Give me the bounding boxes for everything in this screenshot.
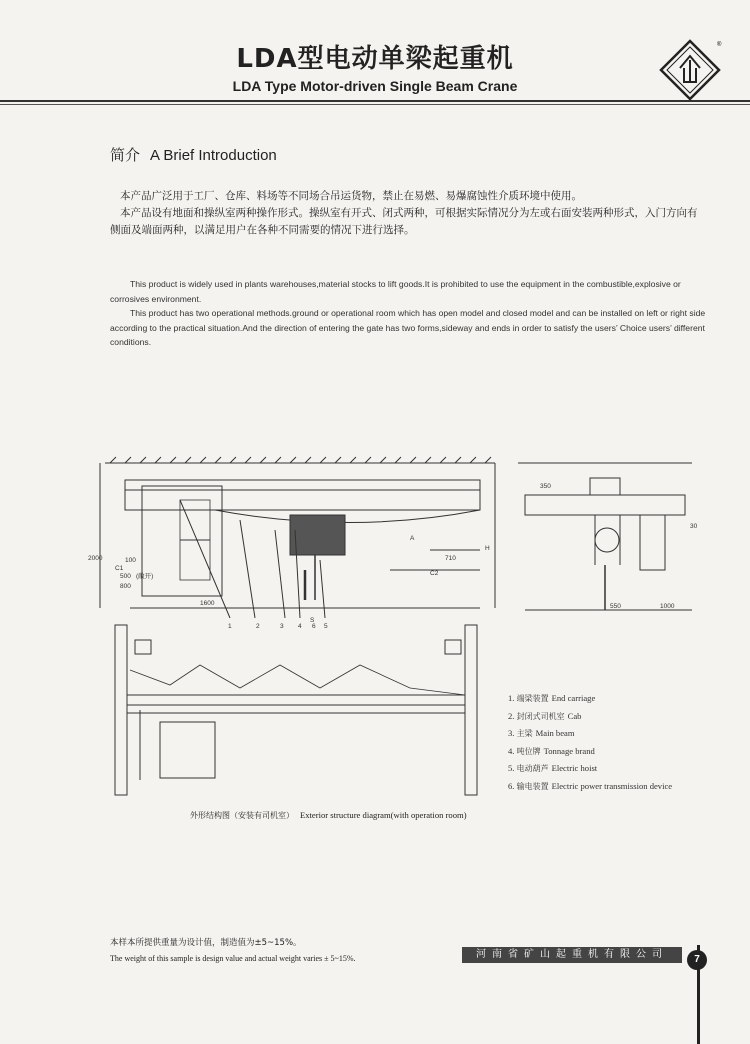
dim-s: S [310, 617, 315, 624]
dim-1000: 1000 [660, 603, 675, 610]
plan-view [115, 625, 477, 795]
part-number-6: 6 [312, 623, 316, 630]
dim-c2: C2 [430, 570, 439, 577]
dim-710: 710 [445, 555, 456, 562]
intro-paragraph-cn-1: 本产品广泛用于工厂、仓库、料场等不同场合吊运货物，禁止在易燃、易爆腐蚀性介质环境中使用。 [120, 190, 582, 202]
part-number-2: 2 [256, 623, 260, 630]
section-heading [110, 144, 277, 165]
legend-item: 4. 吨位牌 Tonnage brand [508, 745, 595, 756]
legend-item: 1. 端梁装置 End carriage [508, 693, 596, 703]
page-number: 7 [687, 950, 707, 970]
dim-30: 30 [690, 523, 698, 530]
legend-item: 6. 输电装置 Electric power transmission device [508, 780, 673, 791]
legend-item: 2. 封闭式司机室 Cab [508, 710, 582, 721]
weight-note-cn: 本样本所提供重量为设计值，制造值为±5~15%。 [110, 938, 302, 948]
intro-paragraph-en-1: This product is widely used in plants warehouses,material stocks to lift goods.It is prohibited to use the equipment in the combustible,explosive or corrosives environment. [110, 279, 681, 304]
side-elevation [100, 463, 495, 618]
section-heading-en: A Brief Introduction [150, 147, 277, 164]
header-rule [0, 100, 750, 102]
part-number-3: 3 [280, 623, 284, 630]
part-number-4: 4 [298, 623, 302, 630]
section-heading-cn: 简介 [110, 146, 141, 164]
diagram-caption: 外形结构图（安装有司机室） Exterior structure diagram(with operation room) [190, 810, 467, 820]
intro-paragraph-en-2: This product has two operational methods.ground or operational room which has open model and closed model and can be installed on left or right side according to the practical situation.And the direction of entering the gate has two forms,sideway and ends in order to satisfy the users’ Choice users’ different conditions. [110, 308, 706, 347]
dim-500: 500 [120, 573, 131, 580]
dim-c1: C1 [115, 565, 124, 572]
part-number-1: 1 [228, 623, 232, 630]
registered-mark: ® [717, 42, 722, 48]
parts-legend [508, 690, 708, 795]
dim-800: 800 [120, 583, 131, 590]
weight-note-en: The weight of this sample is design value and actual weight varies ± 5~15%. [110, 954, 356, 963]
page-title: LDA型电动单梁起重机 [236, 44, 514, 74]
legend-item: 5. 电动葫芦 Electric hoist [508, 763, 598, 773]
dim-350: 350 [540, 483, 551, 490]
dim-cab-note: (敞开) [136, 573, 154, 580]
dim-550: 550 [610, 603, 621, 610]
dim-1600: 1600 [200, 600, 215, 607]
page-subtitle: LDA Type Motor-driven Single Beam Crane [232, 78, 518, 94]
dim-a: A [410, 535, 415, 542]
company-name-banner: 河南省矿山起重机有限公司 [462, 947, 682, 963]
header-rule-thin [0, 104, 750, 105]
dim-2000: 2000 [88, 555, 103, 562]
ceiling-hatch [105, 457, 495, 463]
legend-item: 3. 主梁 Main beam [508, 728, 575, 738]
part-number-5: 5 [324, 623, 328, 630]
dim-h: H [485, 545, 490, 552]
dim-100: 100 [125, 557, 136, 564]
company-logo-icon [658, 38, 722, 102]
intro-paragraph-cn-2: 本产品设有地面和操纵室两种操作形式。操纵室有开式、闭式两种，可根据实际情况分为左或右面安装两种形式，入门方向有侧面及端面两种，以满足用户在各种不同需要的情况下进行选择。 [110, 207, 698, 236]
